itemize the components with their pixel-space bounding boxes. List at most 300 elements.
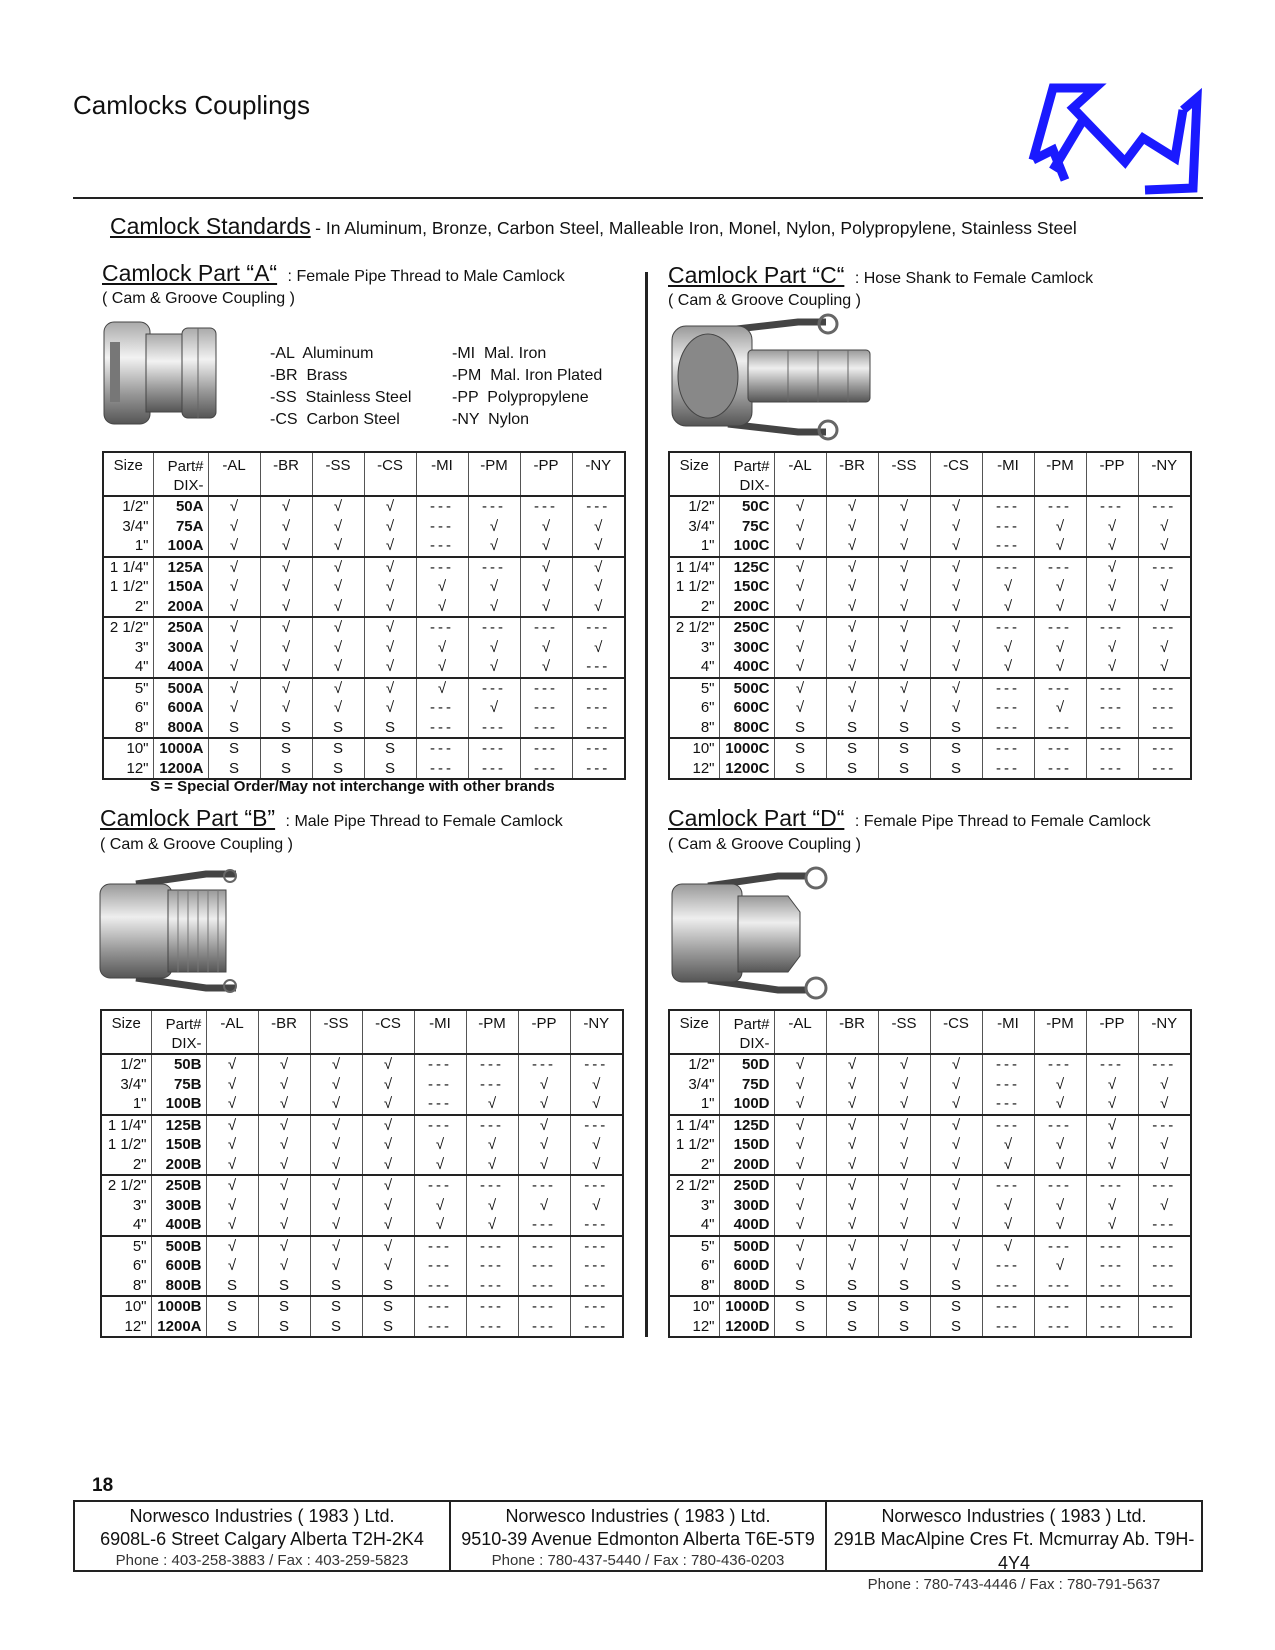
availability-cell: --- [416, 517, 468, 537]
part-number-cell: 200A [153, 597, 208, 618]
availability-cell: --- [1086, 1054, 1138, 1075]
size-cell: 1 1/2" [675, 578, 715, 596]
availability-cell: √ [260, 557, 312, 578]
part-number-cell: 400B [151, 1215, 206, 1236]
size-cell: 2" [101, 1155, 151, 1176]
availability-cell: --- [468, 678, 520, 699]
column-header: -CS [930, 452, 982, 496]
availability-cell: --- [416, 738, 468, 759]
part-number-cell: 200C [719, 597, 774, 618]
availability-cell: --- [414, 1054, 466, 1075]
availability-cell: √ [206, 1115, 258, 1136]
table-row [669, 1115, 1191, 1136]
availability-cell: --- [982, 1075, 1034, 1095]
availability-cell: --- [570, 1054, 623, 1075]
size-cell: 1 1/4" [675, 1116, 715, 1134]
availability-cell: √ [312, 536, 364, 557]
availability-cell: √ [260, 678, 312, 699]
column-header: -MI [414, 1010, 466, 1054]
part-number-cell: 250A [153, 617, 208, 638]
column-header: -PP [1086, 1010, 1138, 1054]
table-row [103, 557, 625, 578]
availability-cell: √ [930, 577, 982, 597]
availability-cell: S [878, 738, 930, 759]
availability-cell: --- [520, 738, 572, 759]
availability-cell: √ [1034, 536, 1086, 557]
column-header: -PP [518, 1010, 570, 1054]
availability-cell: √ [1138, 1155, 1191, 1176]
availability-cell: √ [570, 1196, 623, 1216]
availability-cell: --- [466, 1236, 518, 1257]
size-cell: 2 1/2" [107, 1177, 147, 1195]
column-header: Part# DIX- [153, 452, 208, 496]
availability-cell: √ [878, 657, 930, 678]
table-row [669, 1094, 1191, 1115]
section-c-sub: ( Cam & Groove Coupling ) [668, 292, 861, 309]
availability-cell: √ [826, 1094, 878, 1115]
size-cell: 5" [132, 1237, 147, 1255]
part-number-cell: 150B [151, 1135, 206, 1155]
availability-cell: --- [518, 1175, 570, 1196]
availability-cell: --- [982, 1276, 1034, 1297]
availability-cell: --- [570, 1276, 623, 1297]
table-row [101, 1155, 623, 1176]
size-cell: 10" [692, 740, 715, 758]
availability-cell: --- [414, 1256, 466, 1276]
section-b-name: Camlock Part “B” [100, 805, 276, 831]
availability-cell: √ [206, 1236, 258, 1257]
table-row [103, 536, 625, 557]
availability-cell: --- [1034, 678, 1086, 699]
size-cell: 6" [132, 1257, 147, 1275]
part-number-cell: 125D [719, 1115, 774, 1136]
size-cell: 10" [692, 1298, 715, 1316]
table-row [101, 1115, 623, 1136]
availability-cell: √ [572, 557, 625, 578]
availability-cell: √ [260, 638, 312, 658]
availability-cell: S [258, 1276, 310, 1297]
availability-cell: √ [1086, 1135, 1138, 1155]
availability-cell: √ [572, 638, 625, 658]
availability-cell: √ [774, 1135, 826, 1155]
availability-cell: S [208, 738, 260, 759]
part-number-cell: 800D [719, 1276, 774, 1297]
section-c-desc: : Hose Shank to Female Camlock [854, 270, 1094, 287]
availability-cell: √ [206, 1215, 258, 1236]
page-title: Camlocks Couplings [73, 90, 310, 120]
section-b-title [100, 805, 563, 832]
availability-cell: √ [1034, 638, 1086, 658]
availability-cell: S [930, 1317, 982, 1338]
availability-cell: √ [774, 638, 826, 658]
footer-company: Norwesco Industries ( 1983 ) Ltd. [129, 1506, 395, 1526]
availability-cell: √ [774, 698, 826, 718]
availability-cell: S [258, 1296, 310, 1317]
availability-cell: √ [258, 1196, 310, 1216]
availability-cell: √ [826, 638, 878, 658]
size-cell: 3/4" [688, 1075, 715, 1093]
table-row [669, 1175, 1191, 1196]
availability-cell: √ [518, 1075, 570, 1095]
availability-cell: √ [826, 597, 878, 618]
table-row [669, 517, 1191, 537]
legend-item: -CS Carbon Steel [270, 411, 400, 428]
size-cell: 10" [124, 1298, 147, 1316]
availability-cell: S [310, 1276, 362, 1297]
availability-cell: √ [310, 1256, 362, 1276]
availability-cell: √ [930, 617, 982, 638]
availability-cell: √ [312, 557, 364, 578]
availability-cell: --- [982, 1115, 1034, 1136]
availability-cell: --- [1138, 496, 1191, 517]
availability-cell: √ [1086, 597, 1138, 618]
availability-cell: √ [826, 1155, 878, 1176]
table-row [103, 738, 625, 759]
availability-cell: √ [258, 1094, 310, 1115]
size-cell: 3/4" [122, 517, 149, 535]
table-row [103, 496, 625, 517]
availability-cell: --- [982, 557, 1034, 578]
size-cell: 1 1/2" [675, 1136, 715, 1154]
column-header: -BR [258, 1010, 310, 1054]
availability-cell: S [312, 738, 364, 759]
availability-cell: --- [466, 1256, 518, 1276]
column-header: -BR [826, 1010, 878, 1054]
availability-cell: --- [572, 759, 625, 780]
availability-cell: --- [1138, 678, 1191, 699]
availability-cell: --- [414, 1276, 466, 1297]
availability-cell: √ [1086, 1075, 1138, 1095]
availability-cell: √ [1086, 1155, 1138, 1176]
section-b-desc: : Male Pipe Thread to Female Camlock [285, 813, 563, 830]
availability-cell: √ [414, 1135, 466, 1155]
availability-cell: S [774, 1296, 826, 1317]
availability-cell: √ [930, 1094, 982, 1115]
footer-phone: Phone : 780-743-4446 / Fax : 780-791-5637 [867, 1576, 1161, 1593]
camlock-a-photo [100, 312, 230, 434]
availability-cell: √ [1034, 517, 1086, 537]
availability-cell: √ [982, 638, 1034, 658]
availability-cell: --- [414, 1236, 466, 1257]
size-cell: 1/2" [688, 498, 715, 516]
availability-cell: S [206, 1276, 258, 1297]
availability-cell: √ [826, 1256, 878, 1276]
column-header: Size [669, 1010, 719, 1054]
availability-cell: √ [310, 1196, 362, 1216]
availability-cell: √ [774, 1094, 826, 1115]
table-row [669, 1256, 1191, 1276]
part-number-cell: 50C [719, 496, 774, 517]
availability-cell: --- [414, 1094, 466, 1115]
column-header: -SS [310, 1010, 362, 1054]
availability-cell: √ [930, 678, 982, 699]
size-cell: 1/2" [122, 498, 149, 516]
availability-cell: S [930, 718, 982, 739]
size-cell: 4" [101, 1215, 151, 1236]
availability-cell: √ [572, 517, 625, 537]
availability-cell: S [878, 759, 930, 780]
availability-cell: --- [518, 1276, 570, 1297]
availability-cell: --- [414, 1115, 466, 1136]
availability-cell: --- [518, 1296, 570, 1317]
availability-cell: √ [468, 536, 520, 557]
availability-cell: --- [1034, 1276, 1086, 1297]
availability-cell: √ [362, 1054, 414, 1075]
part-number-cell: 1000C [719, 738, 774, 759]
table-header-row [669, 1010, 1191, 1054]
availability-cell: √ [878, 678, 930, 699]
footer-contacts [73, 1500, 1203, 1593]
size-cell: 2 1/2" [675, 619, 715, 637]
availability-cell: √ [774, 1236, 826, 1257]
legend-item: -SS Stainless Steel [270, 389, 412, 406]
availability-cell: S [260, 759, 312, 780]
availability-cell: √ [930, 1175, 982, 1196]
part-number-cell: 300B [151, 1196, 206, 1216]
availability-cell: √ [982, 597, 1034, 618]
part-number-cell: 600A [153, 698, 208, 718]
availability-cell: √ [1138, 597, 1191, 618]
availability-cell: √ [206, 1175, 258, 1196]
availability-cell: √ [1034, 1155, 1086, 1176]
availability-cell: √ [310, 1135, 362, 1155]
availability-cell: √ [826, 617, 878, 638]
availability-cell: √ [878, 536, 930, 557]
availability-cell: √ [572, 577, 625, 597]
table-row [101, 1317, 623, 1338]
availability-cell: √ [1034, 1196, 1086, 1216]
availability-cell: √ [1034, 577, 1086, 597]
part-d-table [668, 1009, 1192, 1338]
size-cell: 4" [669, 1215, 719, 1236]
column-header: -AL [206, 1010, 258, 1054]
availability-cell: --- [570, 1317, 623, 1338]
table-row [103, 657, 625, 678]
availability-cell: √ [362, 1115, 414, 1136]
availability-cell: √ [774, 1054, 826, 1075]
availability-cell: √ [878, 597, 930, 618]
availability-cell: S [260, 718, 312, 739]
table-row [669, 1155, 1191, 1176]
column-header: -MI [416, 452, 468, 496]
availability-cell: --- [1086, 1276, 1138, 1297]
availability-cell: √ [364, 597, 416, 618]
availability-cell: --- [520, 698, 572, 718]
availability-cell: S [362, 1317, 414, 1338]
availability-cell: --- [1138, 1215, 1191, 1236]
availability-cell: √ [878, 1115, 930, 1136]
availability-cell: --- [572, 657, 625, 678]
column-header: -CS [364, 452, 416, 496]
availability-cell: √ [930, 1196, 982, 1216]
availability-cell: S [826, 738, 878, 759]
availability-cell: --- [982, 1317, 1034, 1338]
availability-cell: --- [466, 1317, 518, 1338]
availability-cell: √ [364, 557, 416, 578]
availability-cell: √ [774, 1155, 826, 1176]
availability-cell: √ [826, 557, 878, 578]
availability-cell: S [826, 1296, 878, 1317]
availability-cell: √ [208, 657, 260, 678]
footer-address: 9510-39 Avenue Edmonton Alberta T6E-5T9 [461, 1529, 815, 1549]
part-number-cell: 100C [719, 536, 774, 557]
availability-cell: --- [520, 759, 572, 780]
part-number-cell: 400C [719, 657, 774, 678]
availability-cell: √ [466, 1094, 518, 1115]
availability-cell: √ [364, 577, 416, 597]
footer-address: 291B MacAlpine Cres Ft. Mcmurray Ab. T9H-4Y4 [833, 1529, 1195, 1573]
availability-cell: S [878, 1276, 930, 1297]
availability-cell: √ [930, 597, 982, 618]
part-c-table [668, 451, 1192, 780]
availability-cell: S [310, 1296, 362, 1317]
availability-cell: √ [260, 617, 312, 638]
header-divider [73, 197, 1203, 199]
section-a-desc: : Female Pipe Thread to Male Camlock [287, 268, 565, 285]
availability-cell: √ [826, 1054, 878, 1075]
availability-cell: √ [312, 617, 364, 638]
availability-cell: --- [1034, 1175, 1086, 1196]
availability-cell: --- [982, 678, 1034, 699]
table-row [101, 1196, 623, 1216]
footer-phone: Phone : 403-258-3883 / Fax : 403-259-5823 [115, 1552, 409, 1569]
availability-cell: √ [570, 1094, 623, 1115]
availability-cell: √ [930, 1135, 982, 1155]
availability-cell: √ [258, 1155, 310, 1176]
availability-cell: √ [468, 517, 520, 537]
part-number-cell: 100D [719, 1094, 774, 1115]
availability-cell: --- [982, 617, 1034, 638]
table-row [101, 1276, 623, 1297]
size-cell: 1/2" [120, 1056, 147, 1074]
size-cell: 5" [134, 679, 149, 697]
legend-item: -BR Brass [270, 367, 348, 384]
column-header: -PM [466, 1010, 518, 1054]
part-number-cell: 50B [151, 1054, 206, 1075]
availability-cell: √ [258, 1135, 310, 1155]
availability-cell: --- [572, 718, 625, 739]
availability-cell: --- [1086, 698, 1138, 718]
availability-cell: √ [774, 1256, 826, 1276]
column-header: Part# DIX- [151, 1010, 206, 1054]
column-header: -NY [1138, 1010, 1191, 1054]
availability-cell: --- [1086, 1256, 1138, 1276]
availability-cell: √ [206, 1155, 258, 1176]
availability-cell: √ [930, 1115, 982, 1136]
availability-cell: --- [520, 617, 572, 638]
availability-cell: √ [310, 1075, 362, 1095]
footer-mcmurray [825, 1502, 1201, 1593]
size-cell: 1" [669, 1094, 719, 1115]
availability-cell: --- [572, 496, 625, 517]
camlock-d-photo [668, 866, 833, 1001]
availability-cell: --- [572, 698, 625, 718]
availability-cell: --- [572, 738, 625, 759]
availability-cell: √ [258, 1236, 310, 1257]
availability-cell: --- [572, 678, 625, 699]
availability-cell: --- [1034, 1296, 1086, 1317]
material-legend [268, 342, 604, 432]
availability-cell: √ [1034, 597, 1086, 618]
availability-cell: √ [414, 1196, 466, 1216]
part-number-cell: 500A [153, 678, 208, 699]
availability-cell: S [878, 1296, 930, 1317]
availability-cell: √ [518, 1135, 570, 1155]
availability-cell: √ [878, 496, 930, 517]
availability-cell: √ [208, 557, 260, 578]
availability-cell: --- [468, 557, 520, 578]
part-number-cell: 75B [151, 1075, 206, 1095]
availability-cell: √ [878, 1236, 930, 1257]
part-number-cell: 75D [719, 1075, 774, 1095]
availability-cell: √ [826, 678, 878, 699]
availability-cell: √ [310, 1215, 362, 1236]
table-row [669, 496, 1191, 517]
availability-cell: --- [520, 718, 572, 739]
part-number-cell: 150D [719, 1135, 774, 1155]
part-number-cell: 300A [153, 638, 208, 658]
availability-cell: √ [520, 638, 572, 658]
availability-cell: √ [312, 678, 364, 699]
availability-cell: √ [826, 536, 878, 557]
availability-cell: √ [774, 536, 826, 557]
availability-cell: --- [1086, 738, 1138, 759]
size-cell: 8" [669, 718, 719, 739]
availability-cell: √ [878, 1094, 930, 1115]
size-cell: 6" [700, 1257, 715, 1275]
availability-cell: --- [1138, 617, 1191, 638]
availability-cell: √ [312, 517, 364, 537]
size-cell: 3" [132, 1196, 147, 1214]
availability-cell: S [364, 759, 416, 780]
table-row [101, 1256, 623, 1276]
column-divider [645, 272, 648, 1337]
availability-cell: √ [878, 1215, 930, 1236]
legend-item: -MI Mal. Iron [452, 345, 547, 362]
availability-cell: √ [520, 517, 572, 537]
size-cell: 2 1/2" [675, 1177, 715, 1195]
availability-cell: --- [416, 617, 468, 638]
availability-cell: √ [416, 638, 468, 658]
table-header-row [103, 452, 625, 496]
footer-edmonton [449, 1502, 825, 1570]
table-row [669, 577, 1191, 597]
part-number-cell: 500C [719, 678, 774, 699]
size-cell: 4" [103, 657, 153, 678]
availability-cell: √ [774, 1075, 826, 1095]
availability-cell: √ [930, 496, 982, 517]
availability-cell: --- [414, 1296, 466, 1317]
availability-cell: --- [518, 1317, 570, 1338]
availability-cell: √ [466, 1135, 518, 1155]
availability-cell: S [774, 1317, 826, 1338]
availability-cell: √ [312, 597, 364, 618]
availability-cell: --- [1086, 759, 1138, 780]
availability-cell: √ [826, 1175, 878, 1196]
availability-cell: √ [206, 1135, 258, 1155]
availability-cell: --- [1086, 718, 1138, 739]
availability-cell: √ [1086, 1215, 1138, 1236]
availability-cell: √ [826, 1135, 878, 1155]
size-cell: 8" [669, 1276, 719, 1297]
availability-cell: √ [930, 638, 982, 658]
availability-cell: --- [570, 1296, 623, 1317]
availability-cell: √ [1086, 577, 1138, 597]
size-cell: 3/4" [688, 517, 715, 535]
size-cell: 8" [103, 718, 153, 739]
size-cell: 1" [101, 1094, 151, 1115]
availability-cell: √ [1034, 1256, 1086, 1276]
